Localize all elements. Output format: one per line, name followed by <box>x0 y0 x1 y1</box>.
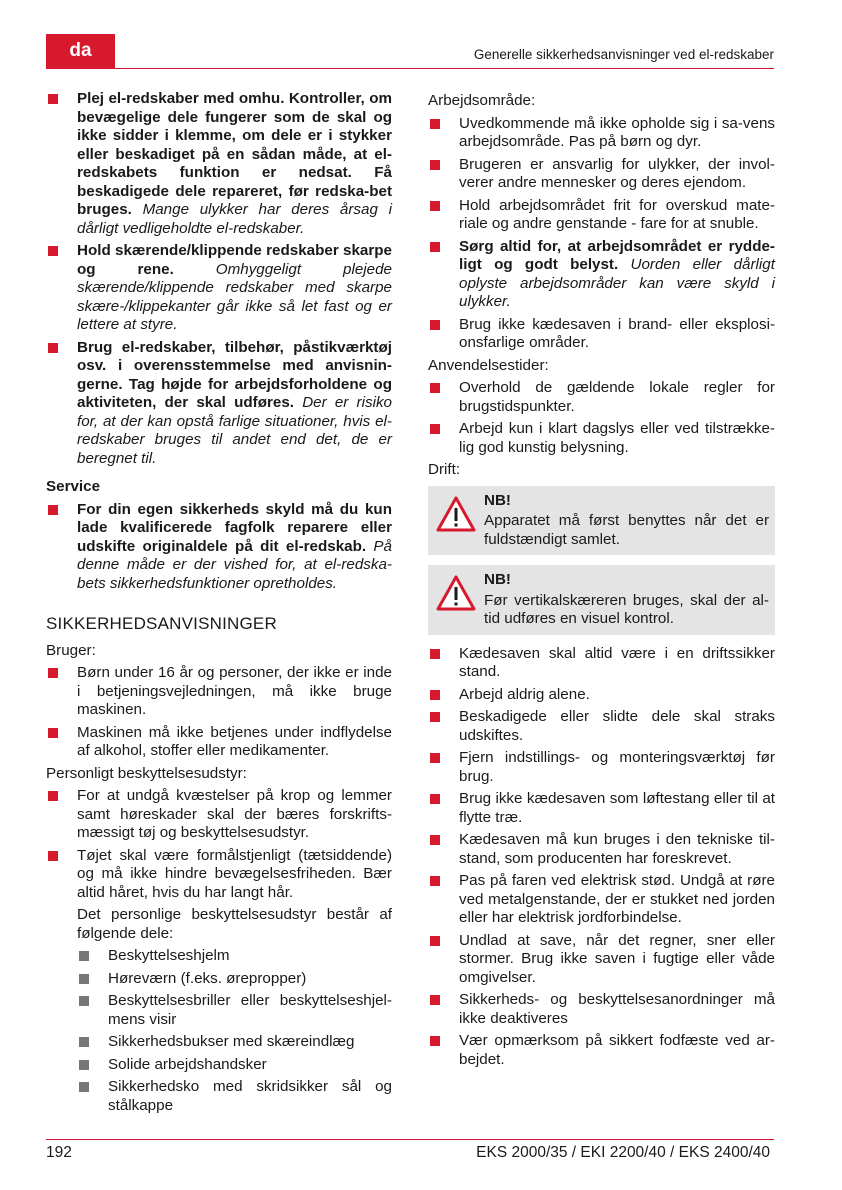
notice-title: NB! <box>484 491 511 509</box>
list-item: Sikkerheds- og beskyttelsesanordninger må ikke deaktiveres <box>428 991 775 1028</box>
notice-box <box>428 565 775 635</box>
list-item: Kædesaven skal altid være i en driftssikker stand. <box>428 645 775 682</box>
anvendelsestider-list <box>428 379 775 457</box>
list-item: Sikkerhedsko med skridsikker sål og stålkappe <box>77 1078 392 1115</box>
service-list <box>46 501 392 594</box>
list-item: Undlad at save, når det regner, sner eller stormer. Brug ikke saven i fugtige eller våde omgivelser. <box>428 932 775 988</box>
list-item: Vær opmærksom på sikkert fodfæste ved ar-bejdet. <box>428 1032 775 1069</box>
list-item: Hold skærende/klippende redskaber skarpe og rene. Omhyggeligt plejede skærende/klippende redskaber med skarpe skære-/klippekanter går ikke så let fast og er lettere at styre. <box>46 242 392 335</box>
list-item: Børn under 16 år og personer, der ikke er inde i betjeningsvejledningen, må ikke bruge maskinen. <box>46 664 392 720</box>
list-item: Hold arbejdsområdet frit for overskud mate-riale og andre genstande - fare for at snuble. <box>428 197 775 234</box>
list-item: Maskinen må ikke betjenes under indflydelse af alkohol, stoffer eller medikamenter. <box>46 724 392 761</box>
notice-text: Før vertikalskæreren bruges, skal der al-tid udføres en visuel kontrol. <box>484 591 769 627</box>
drift-label: Drift: <box>428 461 461 478</box>
warning-icon <box>436 496 476 532</box>
list-item: For at undgå kvæstelser på krop og lemmer samt høreskader skal der bæres forskrifts-mæssigt tøj og beskyttelsesudstyr. <box>46 787 392 843</box>
ppe-label: Personligt beskyttelsesudstyr: <box>46 764 247 782</box>
section-title: SIKKERHEDSANVISNINGER <box>46 614 277 633</box>
footer-divider <box>46 1139 774 1140</box>
list-item: For din egen sikkerheds skyld må du kun lade kvalificerede fagfolk reparere eller udskifte originaldele på dit el-redskab. På denne måde er der vished for, at el-redska-bets sikkerhedsfunktioner opretholdes. <box>46 501 392 594</box>
list-item: Kædesaven må kun bruges i den tekniske til-stand, som producenten har foreskrevet. <box>428 831 775 868</box>
bruger-list <box>46 664 392 761</box>
ppe-sub-list <box>46 947 392 1115</box>
list-item: Beskyttelseshjelm <box>77 947 392 966</box>
list-item: Plej el-redskaber med omhu. Kontroller, om bevægelige dele fungerer som de skal og ikke sidder i klemme, om dele er i stykker eller beskadiget på en sådan måde, at el-redskabets funktion er nedsat. Få beskadigede dele repareret, før redska-bet bruges. Mange ulykker har deres årsag i dårligt vedligeholdte el-redskaber. <box>46 90 392 238</box>
list-item: Arbejd kun i klart dagslys eller ved tilstrække-lig god kunstig belysning. <box>428 420 775 457</box>
list-item: Sikkerhedsbukser med skæreindlæg <box>77 1033 392 1052</box>
notice-text: Apparatet må først benyttes når det er fuldstændigt samlet. <box>484 512 769 548</box>
list-item: Arbejd aldrig alene. <box>428 686 775 705</box>
ppe-list <box>46 787 392 902</box>
list-item: Beskadigede eller slidte dele skal straks udskiftes. <box>428 708 775 745</box>
running-header: Generelle sikkerhedsanvisninger ved el-redskaber <box>473 47 774 62</box>
anvendelsestider-label: Anvendelsestider: <box>428 356 549 374</box>
list-item: Brug el-redskaber, tilbehør, påstikværktøj osv. i overensstemmelse med anvisnin-gerne. Tag højde for arbejdsforholdene og aktiviteten, der skal udføres. Der er risiko for, at der kan opstå farlige situationer, hvis el-redskaber bruges til andet end det, de er beregnet til. <box>46 339 392 469</box>
model-designation: EKS 2000/35 / EKI 2200/40 / EKS 2400/40 <box>476 1144 770 1161</box>
arbejdsomraade-label: Arbejdsområde: <box>428 92 536 109</box>
drift-list <box>428 645 775 1070</box>
list-item: Brug ikke kædesaven i brand- eller eksplosi-onsfarlige områder. <box>428 316 775 353</box>
ppe-paragraph: Det personlige beskyttelsesudstyr består af følgende dele: <box>77 906 392 942</box>
bruger-label: Bruger: <box>46 641 96 659</box>
list-item: Overhold de gældende lokale regler for brugstidspunkter. <box>428 379 775 416</box>
warning-icon <box>436 575 476 611</box>
list-item: Brugeren er ansvarlig for ulykker, der invol-verer andre mennesker og deres ejendom. <box>428 156 775 193</box>
notice-box <box>428 486 775 556</box>
list-item: Fjern indstillings- og monteringsværktøj før brug. <box>428 749 775 786</box>
list-item: Uvedkommende må ikke opholde sig i sa-vens arbejdsområde. Pas på børn og dyr. <box>428 115 775 152</box>
list-item: Høreværn (f.eks. ørepropper) <box>77 970 392 989</box>
list-item: Sørg altid for, at arbejdsområdet er rydde-ligt og godt belyst. Uorden eller dårligt oplyste arbejdsområder kan være skyld i ulykker. <box>428 238 775 312</box>
service-heading: Service <box>46 478 101 495</box>
right-column <box>428 90 775 1073</box>
list-item: Solide arbejdshandsker <box>77 1056 392 1075</box>
intro-list <box>46 90 392 468</box>
notice-title: NB! <box>484 571 511 588</box>
language-tab: da <box>46 34 115 69</box>
list-item: Pas på faren ved elektrisk stød. Undgå at røre ved metalgenstande, der er stukket ned jorden eller har elektrisk jordforbindelse. <box>428 872 775 928</box>
arbejdsomraade-list <box>428 115 775 353</box>
list-item: Brug ikke kædesaven som løftestang eller til at flytte træ. <box>428 790 775 827</box>
header-divider <box>46 68 774 69</box>
left-column <box>46 90 392 1119</box>
list-item: Tøjet skal være formålstjenligt (tætsiddende) og må ikke hindre bevægelsesfriheden. Bær altid håret, hvis du har langt hår. <box>46 847 392 903</box>
page-number: 192 <box>46 1144 72 1161</box>
list-item: Beskyttelsesbriller eller beskyttelseshjel-mens visir <box>77 992 392 1029</box>
